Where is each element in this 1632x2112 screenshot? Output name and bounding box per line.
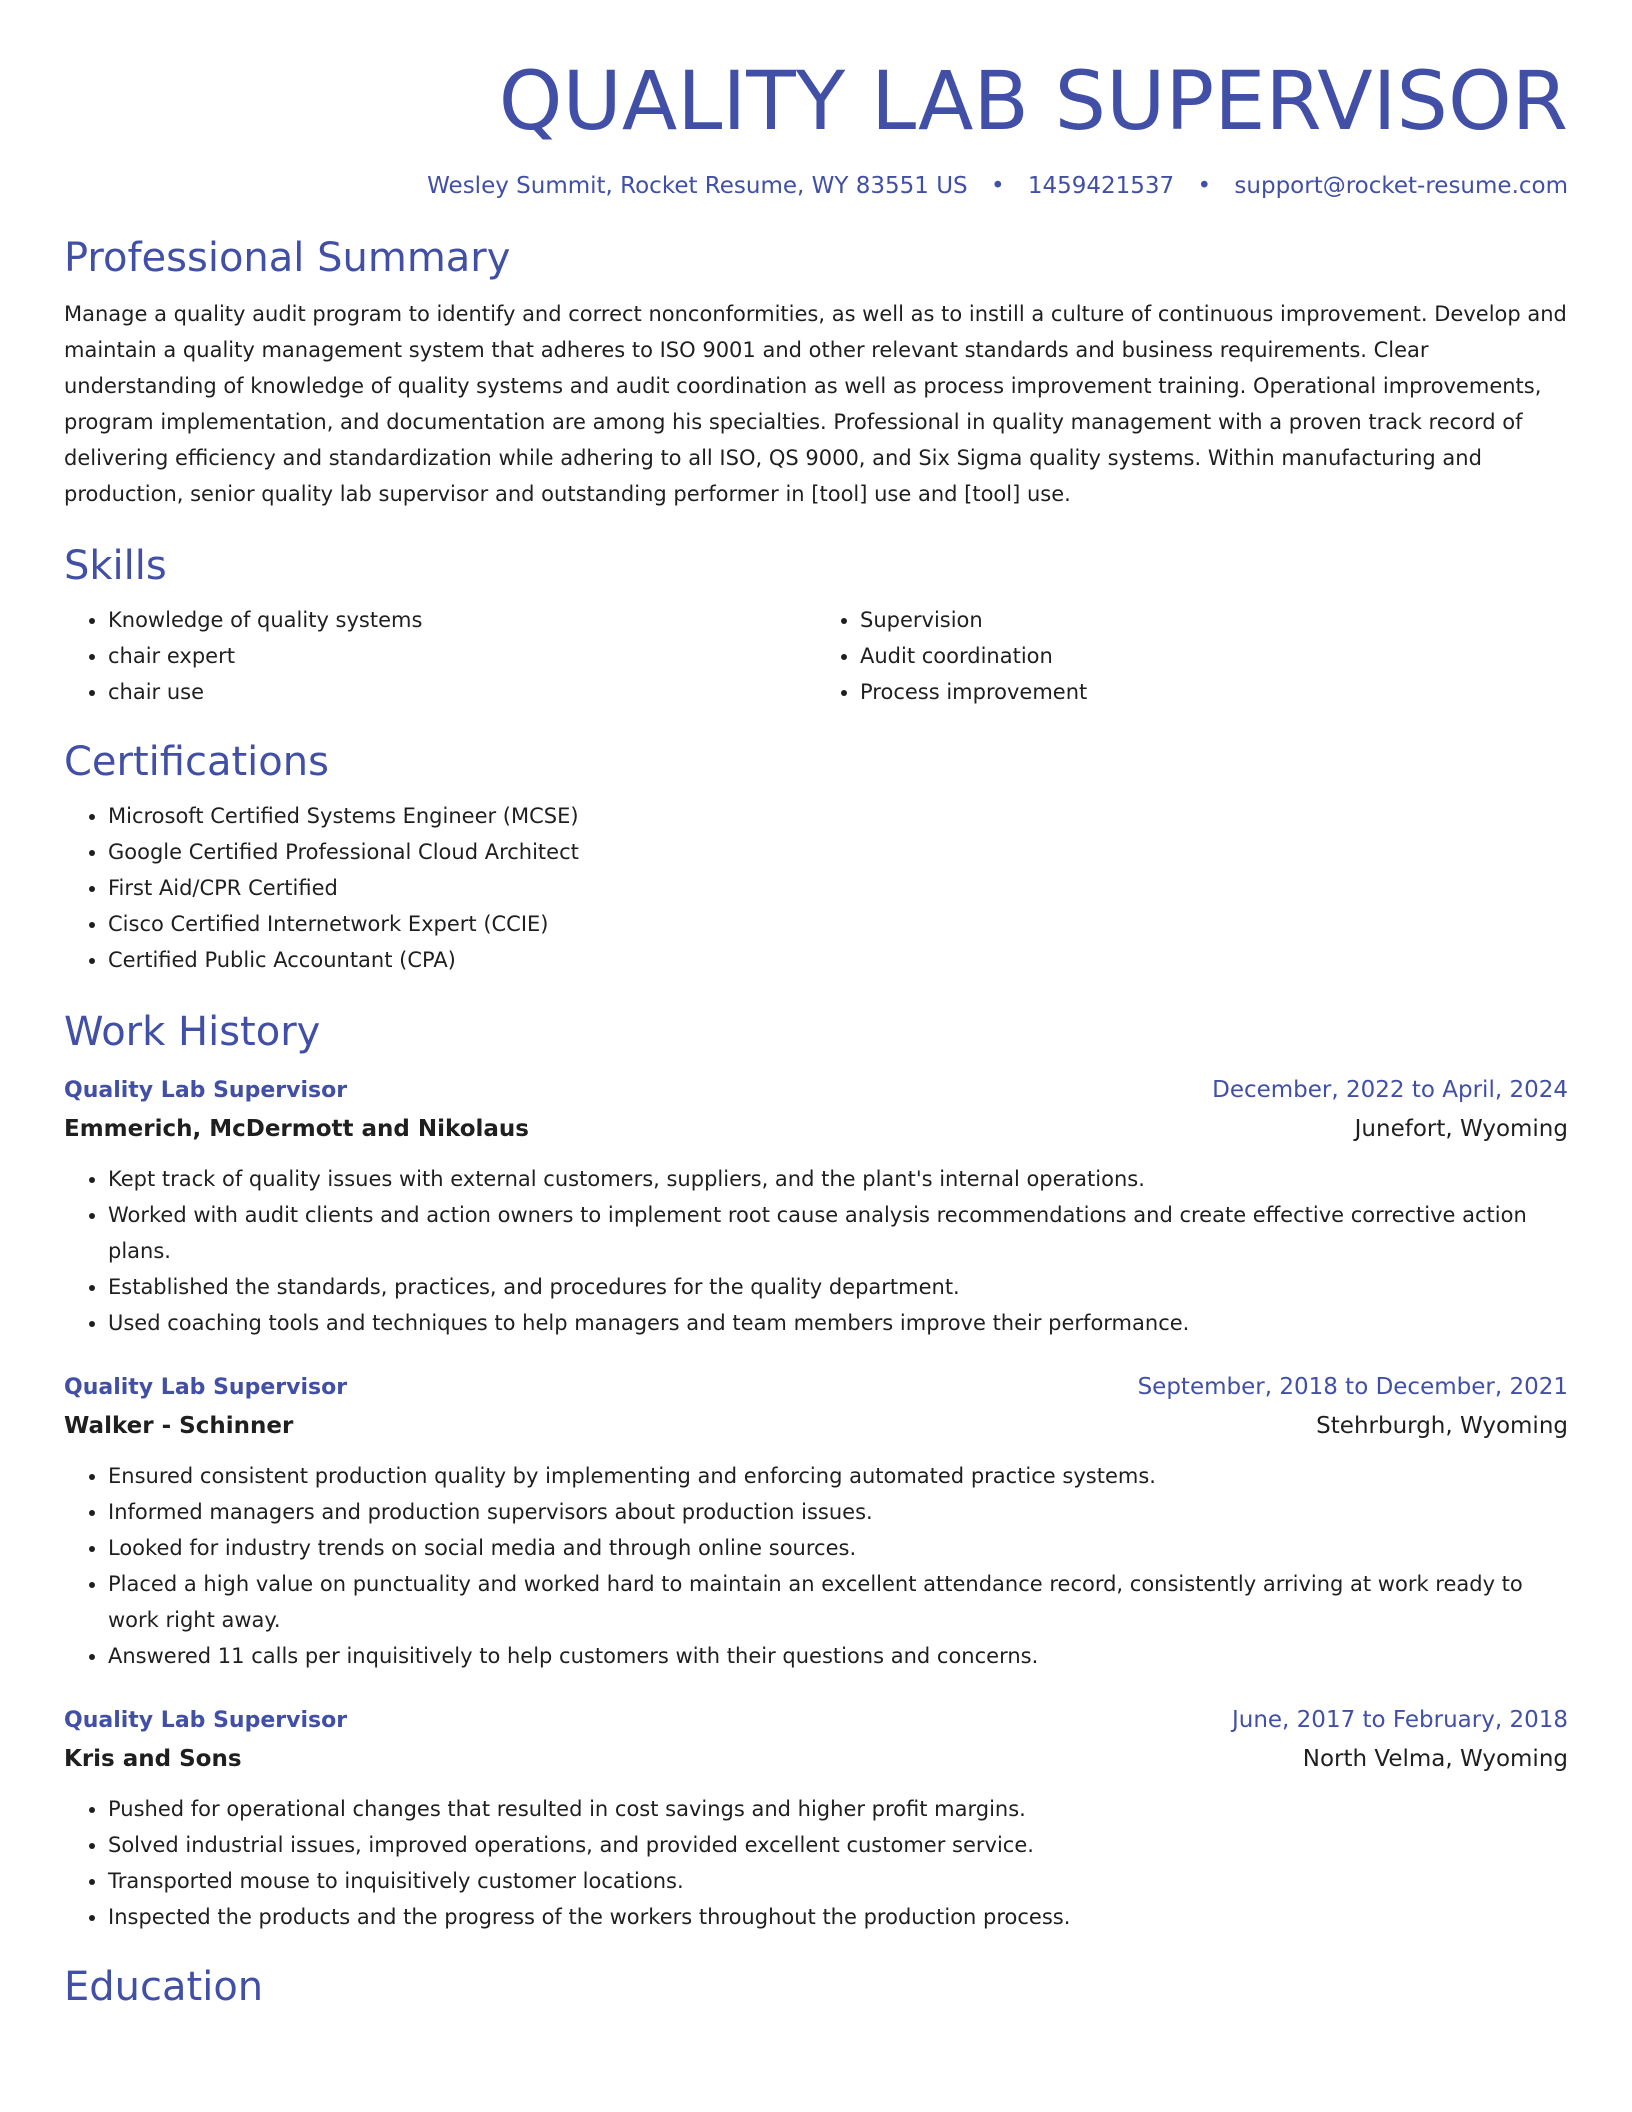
certifications-list (64, 798, 1568, 978)
job-company-row (64, 1109, 1568, 1149)
job-bullet: • Solved industrial issues, improved operations, and provided excellent customer service. (108, 1827, 1568, 1863)
education-section (64, 1961, 1568, 2013)
certification-item: • Cisco Certified Internetwork Expert (CCIE) (108, 906, 1568, 942)
job-dates: September, 2018 to December, 2021 (1137, 1374, 1568, 1400)
job-company-row (64, 1406, 1568, 1446)
skills-heading: Skills (64, 543, 167, 589)
skill-item: • Audit coordination (860, 638, 1568, 674)
certification-item: • Google Certified Professional Cloud Architect (108, 834, 1568, 870)
page-title: QUALITY LAB SUPERVISOR (498, 55, 1568, 149)
job-header-row (64, 1702, 1568, 1739)
contact-separator: • (1197, 173, 1212, 199)
job-dates: December, 2022 to April, 2024 (1212, 1077, 1568, 1103)
skill-item: • Knowledge of quality systems (108, 602, 816, 638)
job-bullet: • Inspected the products and the progress of the workers throughout the production process. (108, 1899, 1568, 1935)
job-location: Junefort, Wyoming (1354, 1116, 1568, 1142)
resume-header (64, 0, 1568, 202)
job-header-row (64, 1072, 1568, 1109)
contact-line (64, 170, 1568, 202)
skills-list-left (64, 602, 816, 710)
job-company-row (64, 1739, 1568, 1779)
job-bullet: • Pushed for operational changes that resulted in cost savings and higher profit margins. (108, 1791, 1568, 1827)
job-bullet: • Informed managers and production supervisors about production issues. (108, 1494, 1568, 1530)
certification-item: • Certified Public Accountant (CPA) (108, 942, 1568, 978)
job-title: Quality Lab Supervisor (64, 1375, 348, 1400)
contact-email: support@rocket-resume.com (1234, 173, 1568, 199)
skills-section (64, 540, 1568, 710)
contact-address: Wesley Summit, Rocket Resume, WY 83551 US (427, 173, 968, 199)
job-company: Emmerich, McDermott and Nikolaus (64, 1116, 529, 1142)
job-bullet: • Looked for industry trends on social media and through online sources. (108, 1530, 1568, 1566)
skills-grid (64, 602, 1568, 710)
work-history-section (64, 1006, 1568, 1935)
job-bullet: • Established the standards, practices, and procedures for the quality department. (108, 1269, 1568, 1305)
certification-item: • Microsoft Certified Systems Engineer (MCSE) (108, 798, 1568, 834)
job-bullet: • Transported mouse to inquisitively customer locations. (108, 1863, 1568, 1899)
work-history-heading: Work History (64, 1009, 321, 1055)
job-bullet: • Answered 11 calls per inquisitively to help customers with their questions and concerns. (108, 1638, 1568, 1674)
job-entry (64, 1702, 1568, 1935)
job-bullet: • Ensured consistent production quality by implementing and enforcing automated practice systems. (108, 1458, 1568, 1494)
job-bullets (64, 1458, 1568, 1674)
contact-separator: • (990, 173, 1005, 199)
job-company: Kris and Sons (64, 1746, 242, 1772)
job-location: Stehrburgh, Wyoming (1316, 1413, 1568, 1439)
job-bullet: • Worked with audit clients and action owners to implement root cause analysis recommendations and create effective corrective action plans. (108, 1197, 1568, 1269)
job-bullets (64, 1161, 1568, 1341)
job-title: Quality Lab Supervisor (64, 1078, 348, 1103)
job-header-row (64, 1369, 1568, 1406)
skills-list-right (816, 602, 1568, 710)
certifications-section (64, 736, 1568, 978)
job-location: North Velma, Wyoming (1302, 1746, 1568, 1772)
skill-item: • chair expert (108, 638, 816, 674)
job-title: Quality Lab Supervisor (64, 1708, 348, 1733)
education-heading: Education (64, 1964, 264, 2010)
job-entry (64, 1369, 1568, 1674)
certification-item: • First Aid/CPR Certified (108, 870, 1568, 906)
certifications-heading: Certifications (64, 739, 329, 785)
contact-phone: 1459421537 (1027, 173, 1175, 199)
job-bullet: • Placed a high value on punctuality and worked hard to maintain an excellent attendance record, consistently arriving at work ready to work right away. (108, 1566, 1568, 1638)
summary-section (64, 232, 1568, 512)
job-bullet: • Used coaching tools and techniques to help managers and team members improve their performance. (108, 1305, 1568, 1341)
job-bullets (64, 1791, 1568, 1935)
job-bullet: • Kept track of quality issues with external customers, suppliers, and the plant's internal operations. (108, 1161, 1568, 1197)
skill-item: • chair use (108, 674, 816, 710)
job-company: Walker - Schinner (64, 1413, 294, 1439)
job-entry (64, 1072, 1568, 1341)
summary-text: Manage a quality audit program to identify and correct nonconformities, as well as to instill a culture of continuous improvement. Develop and maintain a quality management system that adheres to ISO 9001 and other relevant standards and business requirements. Clear understanding of knowledge of quality systems and audit coordination as well as process improvement training. Operational improvements, program implementation, and documentation are among his specialties. Professional in quality management with a proven track record of delivering efficiency and standardization while adhering to all ISO, QS 9000, and Six Sigma quality systems. Within manufacturing and production, senior quality lab supervisor and outstanding performer in [tool] use and [tool] use. (64, 302, 1567, 506)
job-dates: June, 2017 to February, 2018 (1231, 1707, 1568, 1733)
summary-heading: Professional Summary (64, 235, 511, 281)
skill-item: • Supervision (860, 602, 1568, 638)
skill-item: • Process improvement (860, 674, 1568, 710)
